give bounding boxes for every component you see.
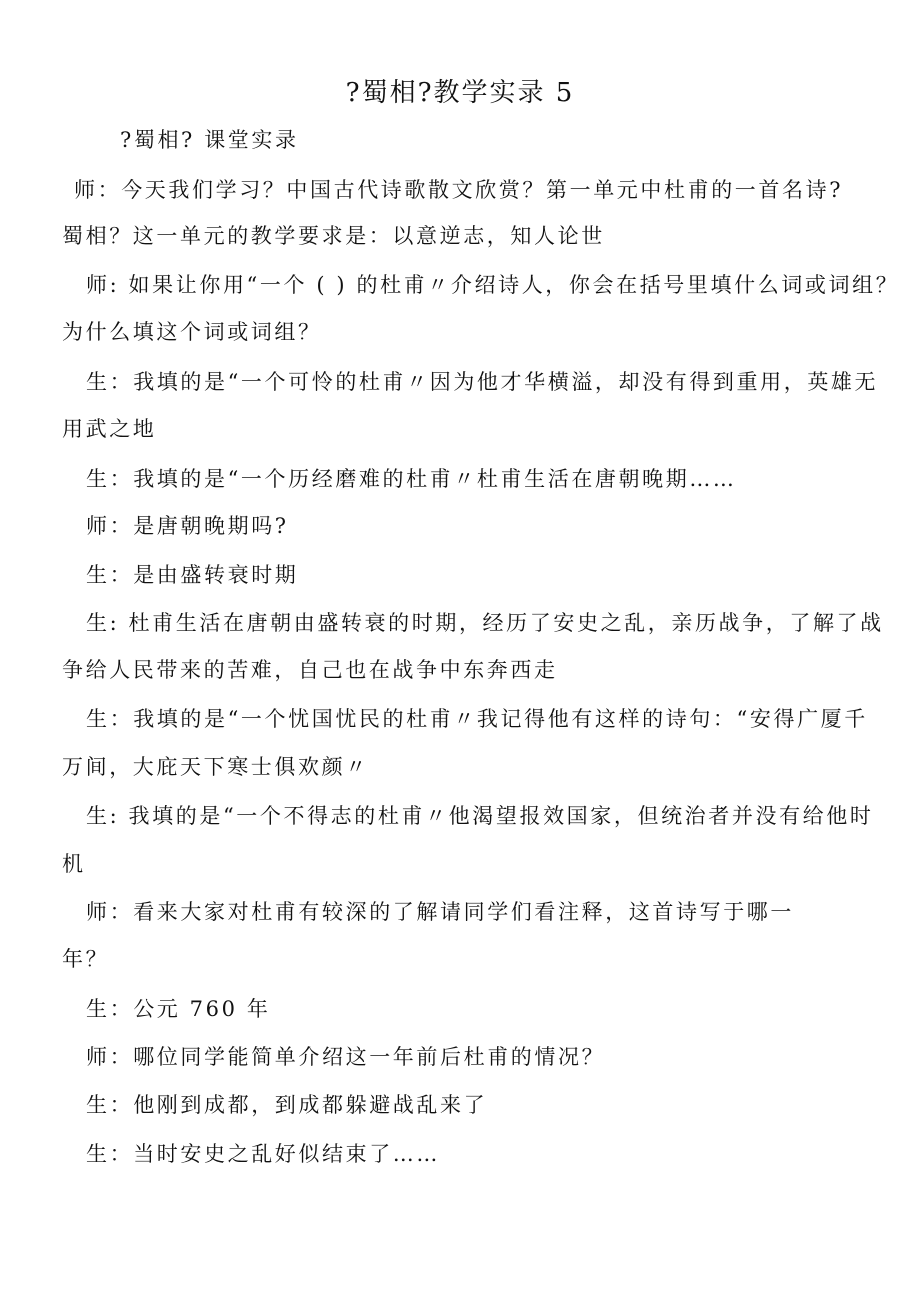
paragraph-line: 机 bbox=[62, 852, 86, 876]
paragraph-line: 蜀相？这一单元的教学要求是：以意逆志，知人论世 bbox=[62, 224, 605, 248]
paragraph-line: 生: 杜甫生活在唐朝由盛转衰的时期，经历了安史之乱，亲历战争，了解了战 bbox=[86, 611, 884, 635]
document-subtitle: ?蜀相? 课堂实录 bbox=[120, 128, 299, 152]
paragraph-line: 为什么填这个词或词组？ bbox=[62, 320, 322, 344]
paragraph-line: 生：是由盛转衰时期 bbox=[86, 563, 299, 587]
paragraph-line: 生：我填的是“一个可怜的杜甫〃因为他才华横溢，却没有得到重用，英雄无 bbox=[86, 370, 879, 394]
paragraph-line: 师: 如果让你用“一个 ( ) 的杜甫〃介绍诗人，你会在括号里填什么词或词组？ bbox=[86, 273, 900, 297]
paragraph-line: 生: 我填的是“一个不得志的杜甫〃他渴望报效国家，但统治者并没有给他时 bbox=[86, 804, 874, 828]
paragraph-line: 用武之地 bbox=[62, 417, 157, 441]
page-title: ?蜀相?教学实录 5 bbox=[345, 78, 575, 108]
paragraph-line: 师：哪位同学能简单介绍这一年前后杜甫的情况？ bbox=[86, 1045, 606, 1069]
paragraph-line: 师：看来大家对杜甫有较深的了解请同学们看注释，这首诗写于哪一 bbox=[86, 900, 794, 924]
paragraph-line: 生：当时安史之乱好似结束了…… bbox=[86, 1142, 440, 1166]
paragraph-line: 生：公元 760 年 bbox=[86, 997, 271, 1021]
paragraph-line: 争给人民带来的苦难，自己也在战争中东奔西走 bbox=[62, 658, 558, 682]
paragraph-line: 师：是唐朝晚期吗? bbox=[86, 514, 289, 538]
paragraph-line: 师：今天我们学习？中国古代诗歌散文欣赏？第一单元中杜甫的一首名诗? bbox=[74, 178, 844, 202]
paragraph-line: 生：我填的是“一个历经磨难的杜甫〃杜甫生活在唐朝晚期…… bbox=[86, 467, 737, 491]
paragraph-line: 生：他刚到成都，到成都躲避战乱来了 bbox=[86, 1093, 488, 1117]
paragraph-line: 生：我填的是“一个忧国忧民的杜甫〃我记得他有这样的诗句：“安得广厦千 bbox=[86, 707, 868, 731]
paragraph-line: 万间，大庇天下寒士俱欢颜〃 bbox=[62, 755, 369, 779]
paragraph-line: 年？ bbox=[62, 947, 110, 971]
